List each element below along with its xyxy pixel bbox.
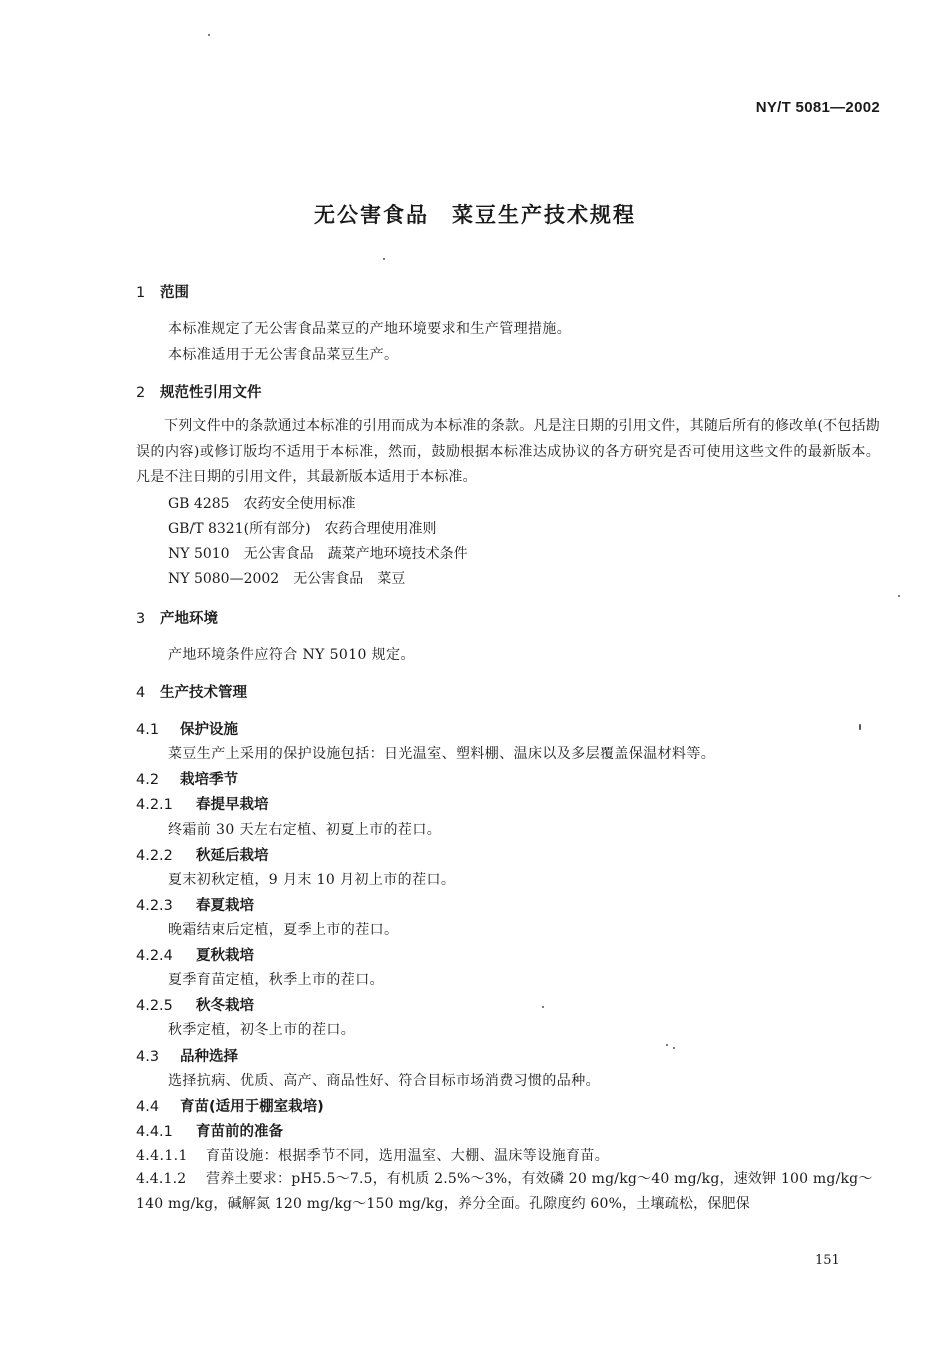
clause-text: 育苗设施：根据季节不同，选用温室、大棚、温床等设施育苗。 bbox=[206, 1148, 610, 1164]
section-number: 4.3 bbox=[136, 1049, 160, 1065]
section-title: 保护设施 bbox=[180, 722, 238, 738]
section-title: 栽培季节 bbox=[180, 772, 238, 788]
paragraph: 晚霜结束后定植，夏季上市的茬口。 bbox=[168, 922, 399, 938]
paragraph: 夏季育苗定植，秋季上市的茬口。 bbox=[168, 972, 384, 988]
section-title: 育苗前的准备 bbox=[196, 1124, 283, 1140]
reference-item: GB/T 8321(所有部分) 农药合理使用准则 bbox=[168, 521, 437, 537]
section-title: 春夏栽培 bbox=[196, 898, 254, 914]
subsection-4-2-2-heading bbox=[136, 844, 269, 865]
paragraph: 选择抗病、优质、高产、商品性好、符合目标市场消费习惯的品种。 bbox=[168, 1073, 600, 1089]
paragraph: 菜豆生产上采用的保护设施包括：日光温室、塑料棚、温床以及多层覆盖保温材料等。 bbox=[168, 746, 716, 762]
reference-item: NY 5010 无公害食品 蔬菜产地环境技术条件 bbox=[168, 546, 468, 562]
reference-item: GB 4285 农药安全使用标准 bbox=[168, 496, 356, 512]
paragraph: 本标准规定了无公害食品菜豆的产地环境要求和生产管理措施。 bbox=[168, 321, 572, 337]
section-number: 1 bbox=[136, 285, 146, 301]
paragraph: 夏末初秋定植，9 月末 10 月初上市的茬口。 bbox=[168, 872, 456, 888]
section-title: 育苗(适用于棚室栽培) bbox=[180, 1099, 324, 1115]
section-title: 春提早栽培 bbox=[196, 797, 269, 813]
section-number: 4.2.4 bbox=[136, 948, 173, 964]
scan-speck bbox=[898, 595, 900, 597]
section-number: 2 bbox=[136, 385, 146, 401]
page-number: 151 bbox=[815, 1253, 840, 1268]
section-title: 产地环境 bbox=[160, 611, 218, 627]
section-number: 4.2.1 bbox=[136, 797, 173, 813]
standard-number: NY/T 5081—2002 bbox=[755, 99, 880, 116]
section-number: 4 bbox=[136, 685, 146, 701]
section-number: 4.2.2 bbox=[136, 848, 173, 864]
clause-number: 4.4.1.2 bbox=[136, 1171, 187, 1187]
scan-speck bbox=[859, 724, 861, 730]
paragraph: 秋季定植，初冬上市的茬口。 bbox=[168, 1022, 356, 1038]
section-title: 规范性引用文件 bbox=[160, 385, 262, 401]
subsection-4-2-heading bbox=[136, 768, 238, 789]
section-title: 范围 bbox=[160, 285, 189, 301]
paragraph: 本标准适用于无公害食品菜豆生产。 bbox=[168, 347, 399, 363]
clause-number: 4.4.1.1 bbox=[136, 1148, 188, 1164]
subsection-4-2-4-heading bbox=[136, 944, 254, 965]
paragraph: 产地环境条件应符合 NY 5010 规定。 bbox=[168, 647, 415, 663]
section-number: 4.4.1 bbox=[136, 1124, 173, 1140]
clause-text: 营养土要求：pH5.5～7.5，有机质 2.5%～3%，有效磷 20 mg/kg～40 mg/kg，速效钾 100 mg/kg～140 mg/kg，碱解氮 120 mg/kg～150 mg/kg，养分全面。孔隙度约 60%，土壤疏松，保肥保 bbox=[136, 1171, 873, 1212]
subsection-4-4-1-heading bbox=[136, 1120, 283, 1141]
subsection-4-2-1-heading bbox=[136, 793, 269, 814]
reference-item: NY 5080—2002 无公害食品 菜豆 bbox=[168, 571, 406, 587]
section-1-heading bbox=[136, 281, 189, 302]
section-title: 品种选择 bbox=[180, 1049, 238, 1065]
paragraph: 终霜前 30 天左右定植、初夏上市的茬口。 bbox=[168, 822, 442, 838]
subsection-4-3-heading bbox=[136, 1045, 238, 1066]
section-title: 秋延后栽培 bbox=[196, 848, 269, 864]
paragraph: 下列文件中的条款通过本标准的引用而成为本标准的条款。凡是注日期的引用文件，其随后所有的修改单(不包括勘误的内容)或修订版均不适用于本标准，然而，鼓励根据本标准达成协议的各方研究是否可使用这些文件的最新版本。凡是不注日期的引用文件，其最新版本适用于本标准。 bbox=[136, 418, 880, 485]
scan-speck bbox=[383, 258, 385, 260]
subsection-4-2-5-heading bbox=[136, 994, 254, 1015]
section-number: 3 bbox=[136, 611, 146, 627]
section-number: 4.2 bbox=[136, 772, 160, 788]
section-number: 4.1 bbox=[136, 722, 160, 738]
section-number: 4.4 bbox=[136, 1099, 160, 1115]
subsection-4-2-3-heading bbox=[136, 894, 254, 915]
section-number: 4.2.5 bbox=[136, 998, 173, 1014]
clause-4-4-1-1 bbox=[136, 1145, 609, 1165]
section-title: 秋冬栽培 bbox=[196, 998, 254, 1014]
section-title: 生产技术管理 bbox=[160, 685, 247, 701]
scan-speck bbox=[208, 34, 210, 36]
section-3-heading bbox=[136, 607, 218, 628]
scan-speck bbox=[542, 1006, 544, 1008]
section-2-heading bbox=[136, 381, 262, 402]
scan-speck bbox=[666, 1044, 668, 1046]
section-title: 夏秋栽培 bbox=[196, 948, 254, 964]
section-4-heading bbox=[136, 681, 247, 702]
scan-speck bbox=[673, 1047, 675, 1049]
clause-4-4-1-2 bbox=[136, 1167, 880, 1217]
page-title: 无公害食品 菜豆生产技术规程 bbox=[314, 203, 636, 227]
subsection-4-1-heading bbox=[136, 718, 238, 739]
subsection-4-4-heading bbox=[136, 1095, 324, 1116]
section-number: 4.2.3 bbox=[136, 898, 173, 914]
